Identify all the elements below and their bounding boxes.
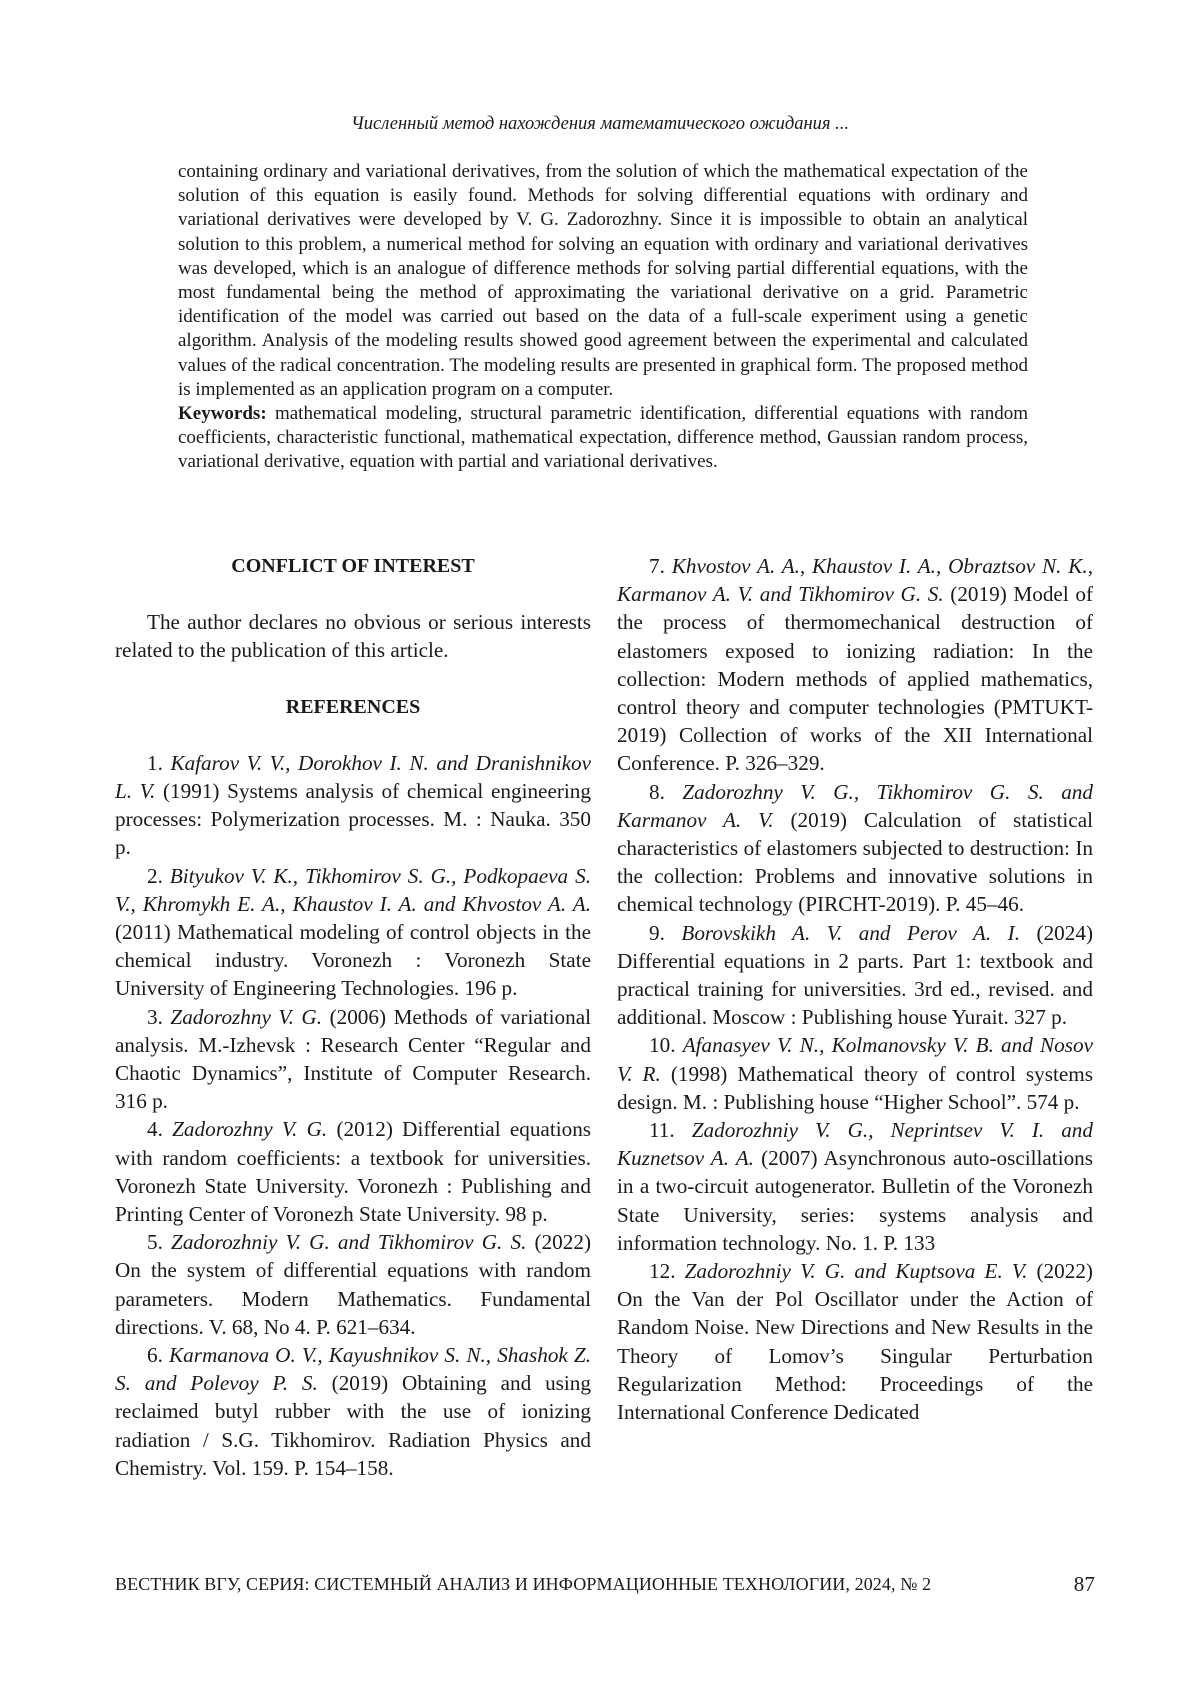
reference-item: 4. Zadorozhny V. G. (2012) Differential equations with random coefficients: a textbook for universities. Voronezh State University. Voronezh : Publishing and Printing Center of Voronezh State University. 98 p. <box>115 1115 591 1228</box>
conflict-text: The author declares no obvious or serious interests related to the publication of this article. <box>115 608 591 664</box>
keywords <box>178 402 1028 475</box>
keywords-label: Keywords: <box>178 403 267 424</box>
keywords-text: mathematical modeling, structural parametric identification, differential equations with random coefficients, characteristic functional, mathematical expectation, difference method, Gaussian random process, variational derivative, equation with partial and variational derivatives. <box>178 403 1028 472</box>
reference-item: 3. Zadorozhny V. G. (2006) Methods of variational analysis. M.-Izhevsk : Research Center “Regular and Chaotic Dynamics”, Institute of Computer Research. 316 p. <box>115 1003 591 1116</box>
reference-item: 7. Khvostov A. A., Khaustov I. A., Obraztsov N. K., Karmanov A. V. and Tikhomirov G. S. (2019) Model of the process of thermomechanical destruction of elastomers exposed to ionizing radiation: In the collection: Modern methods of applied mathematics, control theory and computer technologies (PMTUKT-2019) Collection of works of the XII International Conference. P. 326–329. <box>617 552 1093 778</box>
page-number: 87 <box>1074 1572 1095 1597</box>
reference-item: 11. Zadorozhniy V. G., Neprintsev V. I. and Kuznetsov A. A. (2007) Asynchronous auto-oscillations in a two-circuit autogenerator. Bulletin of the Voronezh State University, series: systems analysis and information technology. No. 1. P. 133 <box>617 1116 1093 1257</box>
reference-item: 9. Borovskikh A. V. and Perov A. I. (2024) Differential equations in 2 parts. Part 1: textbook and practical training for universities. 3rd ed., revised. and additional. Moscow : Publishing house Yurait. 327 p. <box>617 919 1093 1032</box>
reference-item: 10. Afanasyev V. N., Kolmanovsky V. B. and Nosov V. R. (1998) Mathematical theory of control systems design. M. : Publishing house “Higher School”. 574 p. <box>617 1031 1093 1116</box>
reference-item: 2. Bityukov V. K., Tikhomirov S. G., Podkopaeva S. V., Khromykh E. A., Khaustov I. A. and Khvostov A. A. (2011) Mathematical modeling of control objects in the chemical industry. Voronezh : Voronezh State University of Engineering Technologies. 196 p. <box>115 862 591 1003</box>
reference-item: 6. Karmanova O. V., Kayushnikov S. N., Shashok Z. S. and Polevoy P. S. (2019) Obtaining and using reclaimed butyl rubber with the use of ionizing radiation / S.G. Tikhomirov. Radiation Physics and Chemistry. Vol. 159. P. 154–158. <box>115 1341 591 1482</box>
abstract <box>178 160 1028 475</box>
reference-item: 5. Zadorozhniy V. G. and Tikhomirov G. S. (2022) On the system of differential equations with random parameters. Modern Mathematics. Fundamental directions. V. 68, No 4. P. 621–634. <box>115 1228 591 1341</box>
reference-item: 1. Kafarov V. V., Dorokhov I. N. and Dranishnikov L. V. (1991) Systems analysis of chemical engineering processes: Polymerization processes. M. : Nauka. 350 p. <box>115 749 591 862</box>
abstract-text: containing ordinary and variational derivatives, from the solution of which the mathematical expectation of the solution of this equation is easily found. Methods for solving differential equations with ordinary and variational derivatives were developed by V. G. Zadorozhny. Since it is impossible to obtain an analytical solution to this problem, a numerical method for solving an equation with ordinary and variational derivatives was developed, which is an analogue of difference methods for solving partial differential equations, with the most fundamental being the method of approximating the variational derivative on a grid. Parametric identification of the model was carried out based on the data of a full-scale experiment using a genetic algorithm. Analysis of the modeling results showed good agreement between the experimental and calculated values of the radical concentration. The modeling results are presented in graphical form. The proposed method is implemented as an application program on a computer. <box>178 160 1028 402</box>
left-column <box>115 552 591 1482</box>
journal-title: ВЕСТНИК ВГУ, СЕРИЯ: СИСТЕМНЫЙ АНАЛИЗ И ИНФОРМАЦИОННЫЕ ТЕХНОЛОГИИ, 2024, № 2 <box>115 1574 931 1595</box>
references-heading: REFERENCES <box>115 693 591 721</box>
reference-item: 8. Zadorozhny V. G., Tikhomirov G. S. and Karmanov A. V. (2019) Calculation of statistical characteristics of elastomers subjected to destruction: In the collection: Problems and innovative solutions in chemical technology (PIRCHT-2019). P. 45–46. <box>617 778 1093 919</box>
conflict-heading: CONFLICT OF INTEREST <box>115 552 591 580</box>
reference-item: 12. Zadorozhniy V. G. and Kuptsova E. V. (2022) On the Van der Pol Oscillator under the Action of Random Noise. New Directions and New Results in the Theory of Lomov’s Singular Perturbation Regularization Method: Proceedings of the International Conference Dedicated <box>617 1257 1093 1426</box>
right-column <box>617 552 1093 1426</box>
running-head: Численный метод нахождения математического ожидания ... <box>0 114 1200 135</box>
